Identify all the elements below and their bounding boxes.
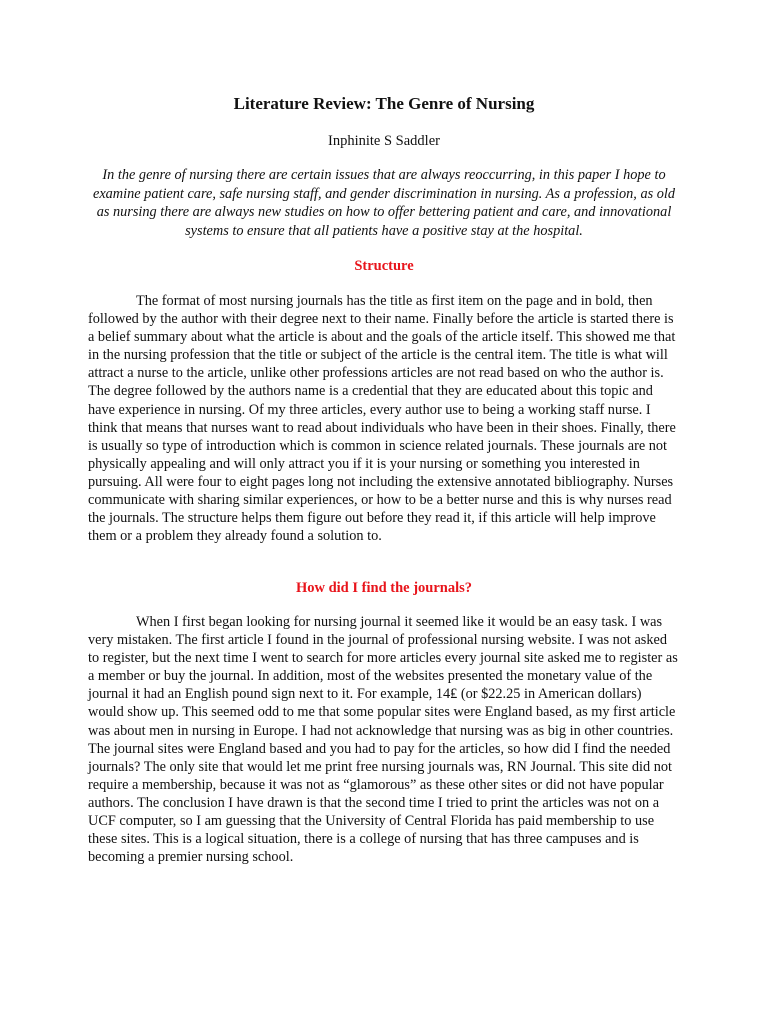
section-body-structure: The format of most nursing journals has the title as first item on the page and in bold, then followed by the author with their degree next to their name. Finally before the article is started there is a belief summary about what the article is about and the goals of the article itself. This showed me that in the nursing profession that the title or subject of the article is the central item. The title is what will attract a nurse to the article, unlike other professions articles are not read based on who the author is. The degree followed by the authors name is a credential that they are educated about this topic and have experience in nursing. Of my three articles, every author use to being a working staff nurse. I think that means that nurses want to read about individuals who have been in their shoes. Finally, there is usually so type of introduction which is common in science related journals. These journals are not physically appealing and will only attract you if it is your nursing or something you interested in pursuing. All were four to eight pages long not including the extensive annotated bibliography. Nurses communicate with sharing similar experiences, or how to be a better nurse and this is why nurses read the journals. The structure helps them figure out before they read it, if this article will help improve them or a problem they already found a solution to. [88,293,676,545]
section-heading-structure: Structure [354,258,414,274]
document-title: Literature Review: The Genre of Nursing [233,94,535,113]
abstract: In the genre of nursing there are certain issues that are always reoccurring, in this paper I hope to examine patient care, safe nursing staff, and gender discrimination in nursing. As a profession, as old as nursing there are always new studies on how to offer bettering patient and care, and innovational systems to ensure that all patients have a positive stay at the hospital. [92,167,676,239]
section-body-finding-journals: When I first began looking for nursing journal it seemed like it would be an easy task. I was very mistaken. The first article I found in the journal of professional nursing website. I was not asked to register, but the next time I went to search for more articles every journal site asked me to register as a member or buy the journal. In addition, most of the websites presented the monetary value of the journal it had an English pound sign next to it. For example, 14₤ (or $22.25 in American dollars) would show up. This seemed odd to me that some popular sites were England based, as my first article was about men in nursing in Europe. I had not acknowledge that nursing was as big in other countries. The journal sites were England based and you had to pay for the articles, so how did I find the needed journals? The only site that would let me print free nursing journals was, RN Journal. This site did not require a membership, because it was not as “glamorous” as these other sites or did not have popular authors. The conclusion I have drawn is that the second time I tried to print the articles was not on a UCF computer, so I am guessing that the University of Central Florida has paid membership to use these sites. This is a logical situation, there is a college of nursing that has three campuses and is becoming a premier nursing school. [88,614,678,866]
author-name: Inphinite S Saddler [328,133,440,149]
section-heading-finding-journals: How did I find the journals? [295,580,473,596]
